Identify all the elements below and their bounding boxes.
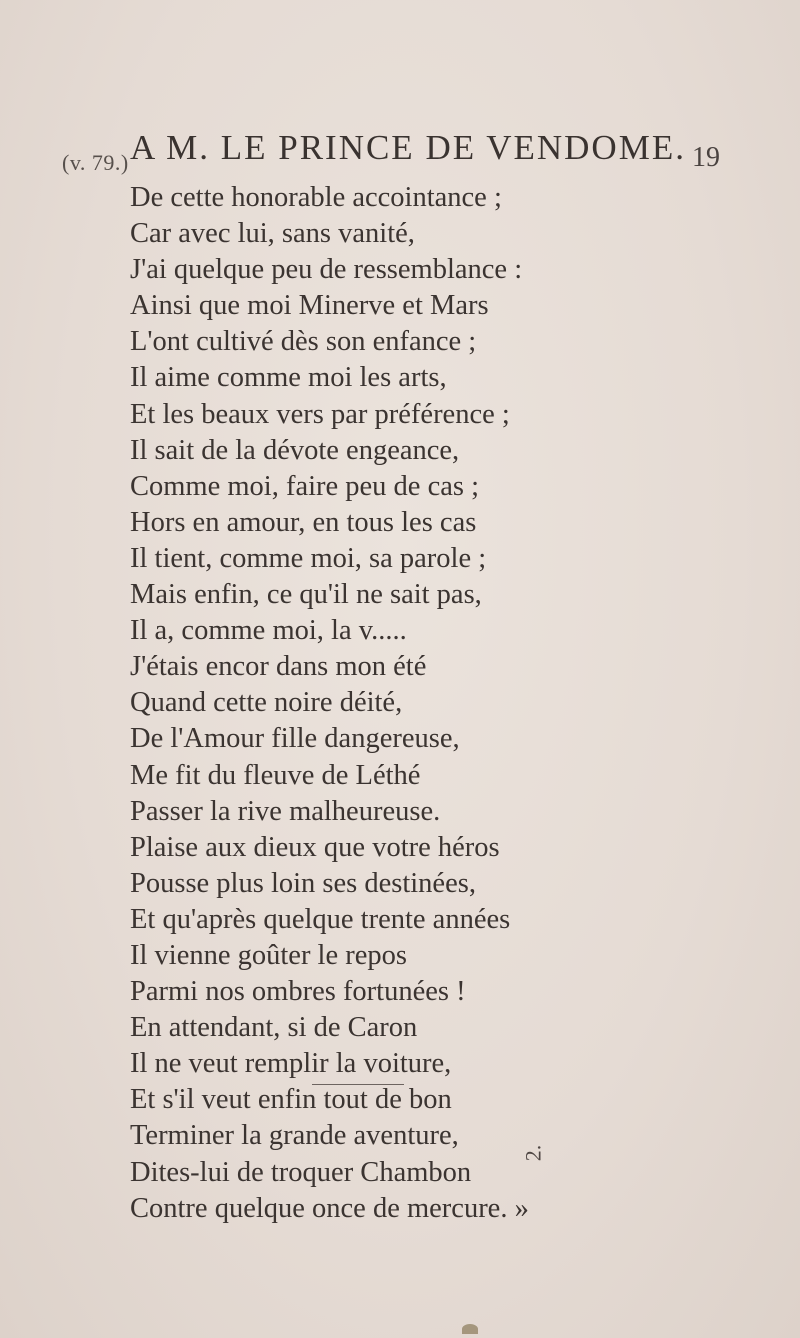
- verse-line: Il a, comme moi, la v.....: [130, 615, 407, 647]
- verse-line: Il ne veut remplir la voiture,: [130, 1048, 452, 1080]
- page-number: 19: [692, 142, 720, 173]
- verse-line: Quand cette noire déité,: [130, 687, 403, 719]
- verse-line: Me fit du fleuve de Léthé: [130, 759, 421, 791]
- verse-line: Hors en amour, en tous les cas: [130, 506, 477, 538]
- verse-line: Car avec lui, sans vanité,: [130, 218, 415, 250]
- signature-mark: 2.: [520, 1144, 546, 1162]
- verse-line: Et qu'après quelque trente années: [130, 903, 511, 935]
- verse-line: Et les beaux vers par préférence ;: [130, 398, 510, 430]
- verse-line: Contre quelque once de mercure. »: [130, 1192, 529, 1224]
- verse-line: Dites-lui de troquer Chambon: [130, 1156, 472, 1188]
- verse-line: Et s'il veut enfin tout de bon: [130, 1084, 452, 1116]
- poem-verses: [130, 180, 529, 1227]
- verse-line: Il sait de la dévote engeance,: [130, 434, 460, 466]
- verse-line: Plaise aux dieux que votre héros: [130, 831, 500, 863]
- verse-line: Terminer la grande aventure,: [130, 1120, 459, 1152]
- ink-stain: [462, 1324, 478, 1334]
- verse-line: En attendant, si de Caron: [130, 1012, 418, 1044]
- verse-line: Il vienne goûter le repos: [130, 939, 407, 971]
- running-head: A M. LE PRINCE DE VENDOME.: [130, 128, 686, 167]
- verse-line: L'ont cultivé dès son enfance ;: [130, 326, 477, 358]
- verse-line: Passer la rive malheureuse.: [130, 795, 441, 827]
- verse-line: Pousse plus loin ses destinées,: [130, 867, 476, 899]
- verse-line: J'ai quelque peu de ressemblance :: [130, 254, 523, 286]
- verse-line: Il tient, comme moi, sa parole ;: [130, 542, 487, 574]
- verse-line: J'étais encor dans mon été: [130, 651, 427, 683]
- verse-line: Il aime comme moi les arts,: [130, 362, 447, 394]
- verse-line: De cette honorable accointance ;: [130, 182, 502, 213]
- closing-rule: [312, 1084, 404, 1085]
- verse-line: Parmi nos ombres fortunées !: [130, 976, 466, 1008]
- verse-line: De l'Amour fille dangereuse,: [130, 723, 460, 755]
- verse-line: Mais enfin, ce qu'il ne sait pas,: [130, 579, 482, 611]
- verse-line: Ainsi que moi Minerve et Mars: [130, 290, 489, 322]
- verse-line: Comme moi, faire peu de cas ;: [130, 470, 480, 502]
- line-reference: (v. 79.): [62, 150, 129, 175]
